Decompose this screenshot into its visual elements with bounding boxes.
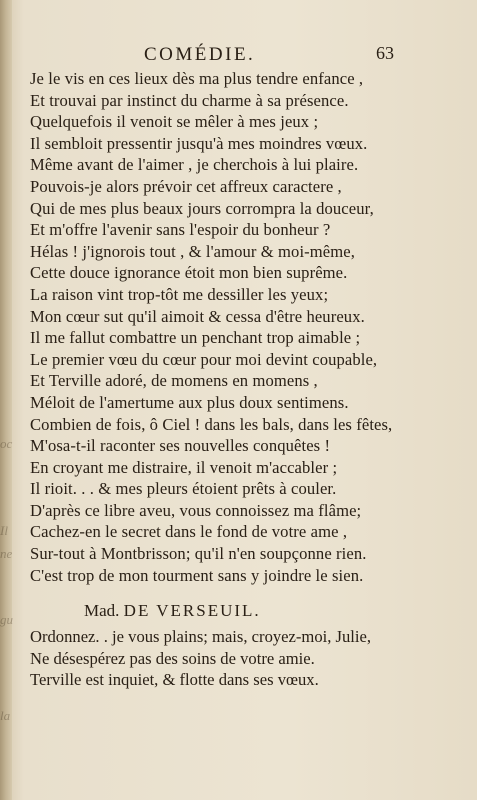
verse-line: Et m'offre l'avenir sans l'espoir du bonheur ? <box>30 220 331 240</box>
verse-line: Le premier vœu du cœur pour moi devint coupable, <box>30 349 378 369</box>
running-head: COMÉDIE. <box>144 44 256 65</box>
speech-block <box>30 626 450 691</box>
verse-line: Quelquefois il venoit se mêler à mes jeux ; <box>30 112 319 132</box>
verse-line: Cachez-en le secret dans le fond de votre ame , <box>30 522 348 542</box>
verse-line: C'est trop de mon tourment sans y joindre le sien. <box>30 565 364 585</box>
verse-block <box>30 68 450 586</box>
verse-line: Et Terville adoré, de momens en momens , <box>30 371 318 391</box>
verse-line: Qui de mes plus beaux jours corrompra la douceur, <box>30 198 374 218</box>
verse-line: Et trouvai par instinct du charme à sa présence. <box>30 90 349 110</box>
margin-bleed-text: Il <box>0 523 8 538</box>
verse-line: Cette douce ignorance étoit mon bien suprême. <box>30 263 348 283</box>
verse-line: Sur-tout à Montbrisson; qu'il n'en soupçonne rien. <box>30 544 367 564</box>
verse-line: M'osa-t-il raconter ses nouvelles conquêtes ! <box>30 436 331 456</box>
speaker-title: Mad. <box>84 601 120 620</box>
verse-line: Même avant de l'aimer , je cherchois à lui plaire. <box>30 155 359 175</box>
page-number: 63 <box>376 43 394 63</box>
margin-bleed-text: ne <box>0 546 13 561</box>
verse-line: Il sembloit pressentir jusqu'à mes moindres vœux. <box>30 133 368 153</box>
speech-line: Ne désespérez pas des soins de votre amie. <box>30 648 315 668</box>
verse-line: D'après ce libre aveu, vous connoissez ma flâme; <box>30 500 362 520</box>
speaker-heading <box>84 601 261 621</box>
verse-line: Il rioit. . . & mes pleurs étoient prêts à couler. <box>30 479 337 499</box>
speaker-name: DE VERSEUIL. <box>123 601 261 620</box>
verse-line: La raison vint trop-tôt me dessiller les yeux; <box>30 284 329 304</box>
margin-bleed-text: gu <box>0 612 13 627</box>
speech-line: Ordonnez. . je vous plains; mais, croyez-moi, Julie, <box>30 627 372 646</box>
verse-line: Méloit de l'amertume aux plus doux sentimens. <box>30 392 349 412</box>
verse-line: Il me fallut combattre un penchant trop aimable ; <box>30 328 361 348</box>
verse-line: Pouvois-je alors prévoir cet affreux caractere , <box>30 176 342 196</box>
verse-line: Combien de fois, ô Ciel ! dans les bals, dans les fêtes, <box>30 414 393 434</box>
margin-bleed-text: oc <box>0 436 13 451</box>
verse-line: Hélas ! j'ignorois tout , & l'amour & moi-même, <box>30 241 355 261</box>
verse-line: Je le vis en ces lieux dès ma plus tendre enfance , <box>30 69 364 88</box>
speech-line: Terville est inquiet, & flotte dans ses vœux. <box>30 670 319 690</box>
verse-line: En croyant me distraire, il venoit m'accabler ; <box>30 457 338 477</box>
margin-bleed-text: la <box>0 708 11 723</box>
verse-line: Mon cœur sut qu'il aimoit & cessa d'être heureux. <box>30 306 365 326</box>
